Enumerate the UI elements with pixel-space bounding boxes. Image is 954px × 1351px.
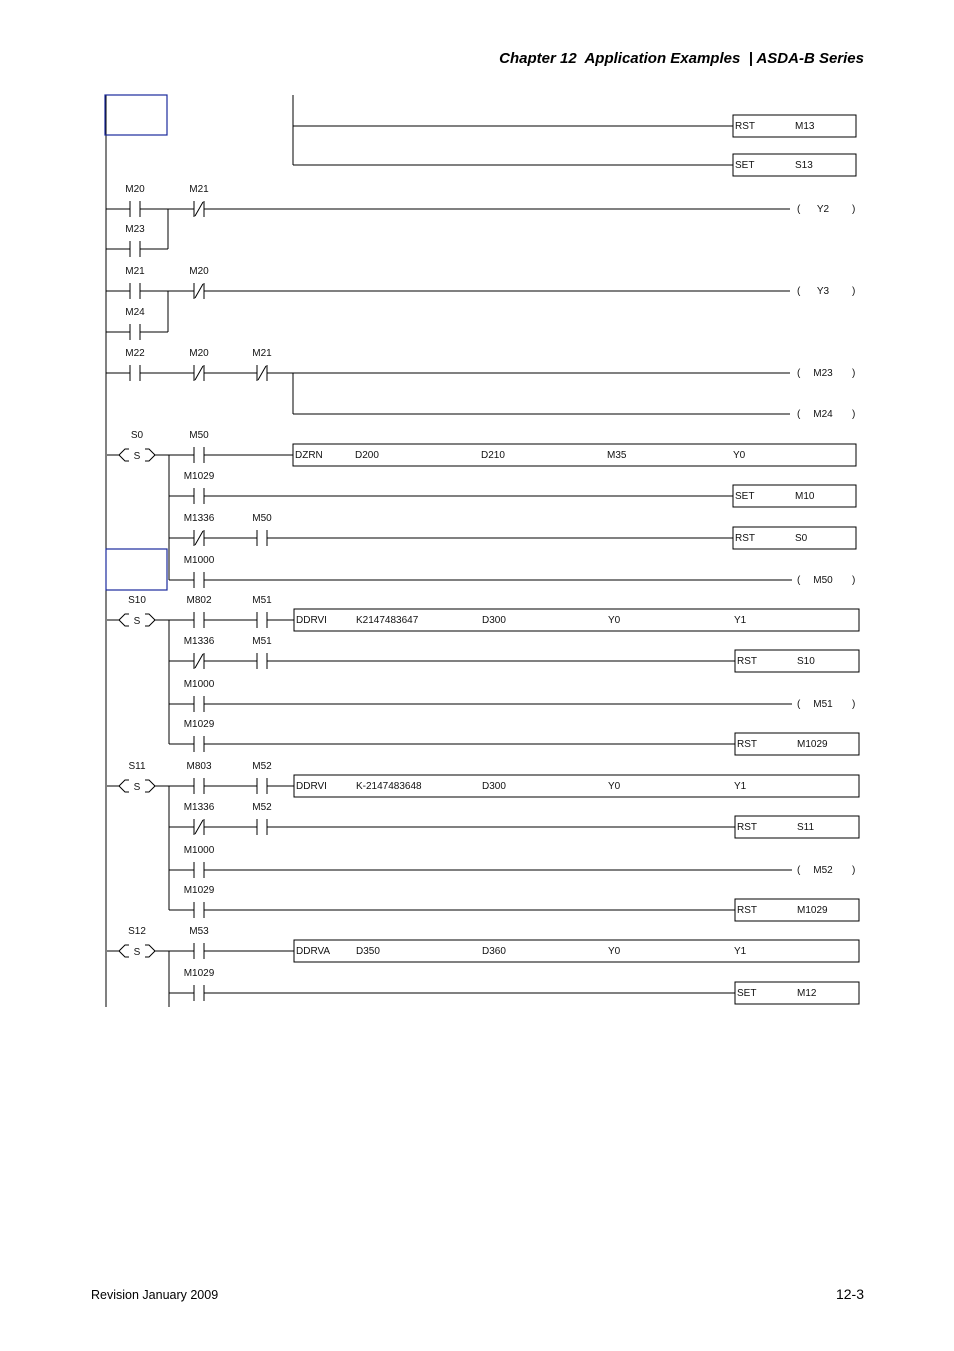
instruction-mnemonic: DDRVI xyxy=(296,615,327,626)
instruction-operand: D350 xyxy=(356,946,380,957)
step-chevron xyxy=(145,786,155,792)
instruction-mnemonic: DZRN xyxy=(295,450,323,461)
instruction-operand: S13 xyxy=(795,160,813,171)
instruction-operand: Y1 xyxy=(734,615,747,626)
instruction-operand: M35 xyxy=(607,450,627,461)
coil-label: Y2 xyxy=(816,204,830,215)
contact-label: M1336 xyxy=(183,636,215,647)
instruction-operand: Y1 xyxy=(734,946,747,957)
instruction-operand: Y0 xyxy=(608,946,621,957)
coil-paren-left: ( xyxy=(797,204,801,215)
instruction-operand: D210 xyxy=(481,450,505,461)
contact-nc-slash xyxy=(195,820,203,834)
contact-nc-slash xyxy=(195,366,203,380)
selected-cell xyxy=(105,95,167,135)
instruction-operand: D300 xyxy=(482,781,506,792)
contact-label: M21 xyxy=(189,184,209,195)
step-chevron xyxy=(145,951,155,957)
instruction-operand: S0 xyxy=(795,533,808,544)
contact-label: M20 xyxy=(189,348,209,359)
instruction-mnemonic: RST xyxy=(735,533,755,544)
selected-cell xyxy=(106,549,167,590)
step-symbol-letter: S xyxy=(133,947,141,958)
coil-paren-left: ( xyxy=(797,699,801,710)
contact-nc-slash xyxy=(195,284,203,298)
contact-label: M1000 xyxy=(183,679,215,690)
contact-nc-slash xyxy=(258,366,266,380)
coil-paren-right: ) xyxy=(852,286,856,297)
instruction-mnemonic: DDRVI xyxy=(296,781,327,792)
step-symbol-letter: S xyxy=(133,451,141,462)
contact-nc-slash xyxy=(195,654,203,668)
contact-nc-slash xyxy=(195,202,203,216)
step-label: S10 xyxy=(128,595,146,606)
coil-label: M50 xyxy=(813,575,833,586)
coil-paren-right: ) xyxy=(852,409,856,420)
instruction-operand: Y0 xyxy=(608,615,621,626)
contact-label: M20 xyxy=(125,184,145,195)
step-symbol-letter: S xyxy=(133,616,141,627)
contact-label: M1336 xyxy=(183,513,215,524)
instruction-operand: D360 xyxy=(482,946,506,957)
step-chevron xyxy=(119,455,129,461)
contact-label: M50 xyxy=(189,430,209,441)
coil-paren-left: ( xyxy=(797,409,801,420)
step-chevron xyxy=(119,786,129,792)
contact-nc-slash xyxy=(195,531,203,545)
contact-label: M1000 xyxy=(183,555,215,566)
contact-label: M51 xyxy=(252,636,272,647)
contact-label: M1029 xyxy=(183,719,215,730)
contact-label: M21 xyxy=(252,348,272,359)
step-chevron xyxy=(119,620,129,626)
footer-page-number: 12-3 xyxy=(835,1286,864,1302)
coil-label: M23 xyxy=(813,368,833,379)
contact-label: M53 xyxy=(189,926,209,937)
footer-revision: Revision January 2009 xyxy=(91,1288,219,1302)
step-symbol-letter: S xyxy=(133,782,141,793)
instruction-mnemonic: RST xyxy=(737,905,757,916)
coil-paren-right: ) xyxy=(852,699,856,710)
contact-label: M50 xyxy=(252,513,272,524)
coil-paren-left: ( xyxy=(797,286,801,297)
step-chevron xyxy=(145,455,155,461)
contact-label: M52 xyxy=(252,802,272,813)
step-chevron xyxy=(119,945,129,951)
coil-label: M52 xyxy=(813,865,833,876)
instruction-operand: M10 xyxy=(795,491,815,502)
step-chevron xyxy=(145,620,155,626)
step-label: S12 xyxy=(128,926,146,937)
contact-label: M20 xyxy=(189,266,209,277)
contact-label: M1029 xyxy=(183,471,215,482)
contact-label: M1029 xyxy=(183,968,215,979)
page-header-title: Chapter 12 Application Examples | ASDA-B Series xyxy=(499,50,864,67)
instruction-operand: D300 xyxy=(482,615,506,626)
instruction-operand: M1029 xyxy=(797,739,828,750)
contact-label: M21 xyxy=(125,266,145,277)
coil-label: M51 xyxy=(813,699,833,710)
instruction-operand: K-2147483648 xyxy=(356,781,422,792)
step-chevron xyxy=(145,945,155,951)
instruction-operand: S11 xyxy=(797,822,815,833)
contact-label: M51 xyxy=(252,595,272,606)
coil-paren-left: ( xyxy=(797,865,801,876)
instruction-mnemonic: SET xyxy=(737,988,757,999)
coil-paren-left: ( xyxy=(797,368,801,379)
instruction-operand: Y0 xyxy=(608,781,621,792)
coil-label: Y3 xyxy=(816,286,830,297)
contact-label: M22 xyxy=(125,348,145,359)
instruction-mnemonic: SET xyxy=(735,491,755,502)
instruction-mnemonic: RST xyxy=(737,739,757,750)
contact-label: M803 xyxy=(186,761,212,772)
contact-label: M802 xyxy=(186,595,212,606)
instruction-mnemonic: RST xyxy=(735,121,755,132)
instruction-mnemonic: DDRVA xyxy=(296,946,331,957)
coil-label: M24 xyxy=(813,409,833,420)
contact-label: M1000 xyxy=(183,845,215,856)
instruction-operand: D200 xyxy=(355,450,379,461)
step-chevron xyxy=(145,614,155,620)
instruction-operand: S10 xyxy=(797,656,815,667)
instruction-mnemonic: SET xyxy=(735,160,755,171)
step-chevron xyxy=(145,780,155,786)
step-chevron xyxy=(119,614,129,620)
instruction-mnemonic: RST xyxy=(737,656,757,667)
contact-label: M23 xyxy=(125,224,145,235)
instruction-operand: K2147483647 xyxy=(356,615,419,626)
contact-label: M24 xyxy=(125,307,145,318)
coil-paren-right: ) xyxy=(852,575,856,586)
instruction-operand: Y0 xyxy=(733,450,746,461)
contact-label: M52 xyxy=(252,761,272,772)
coil-paren-left: ( xyxy=(797,575,801,586)
coil-paren-right: ) xyxy=(852,368,856,379)
step-chevron xyxy=(119,780,129,786)
step-label: S11 xyxy=(128,761,146,772)
contact-label: M1336 xyxy=(183,802,215,813)
step-chevron xyxy=(119,951,129,957)
instruction-operand: M1029 xyxy=(797,905,828,916)
step-label: S0 xyxy=(130,430,144,441)
coil-paren-right: ) xyxy=(852,204,856,215)
instruction-operand: M13 xyxy=(795,121,815,132)
step-chevron xyxy=(145,449,155,455)
instruction-operand: M12 xyxy=(797,988,817,999)
step-chevron xyxy=(119,449,129,455)
instruction-mnemonic: RST xyxy=(737,822,757,833)
coil-paren-right: ) xyxy=(852,865,856,876)
contact-label: M1029 xyxy=(183,885,215,896)
instruction-operand: Y1 xyxy=(734,781,747,792)
